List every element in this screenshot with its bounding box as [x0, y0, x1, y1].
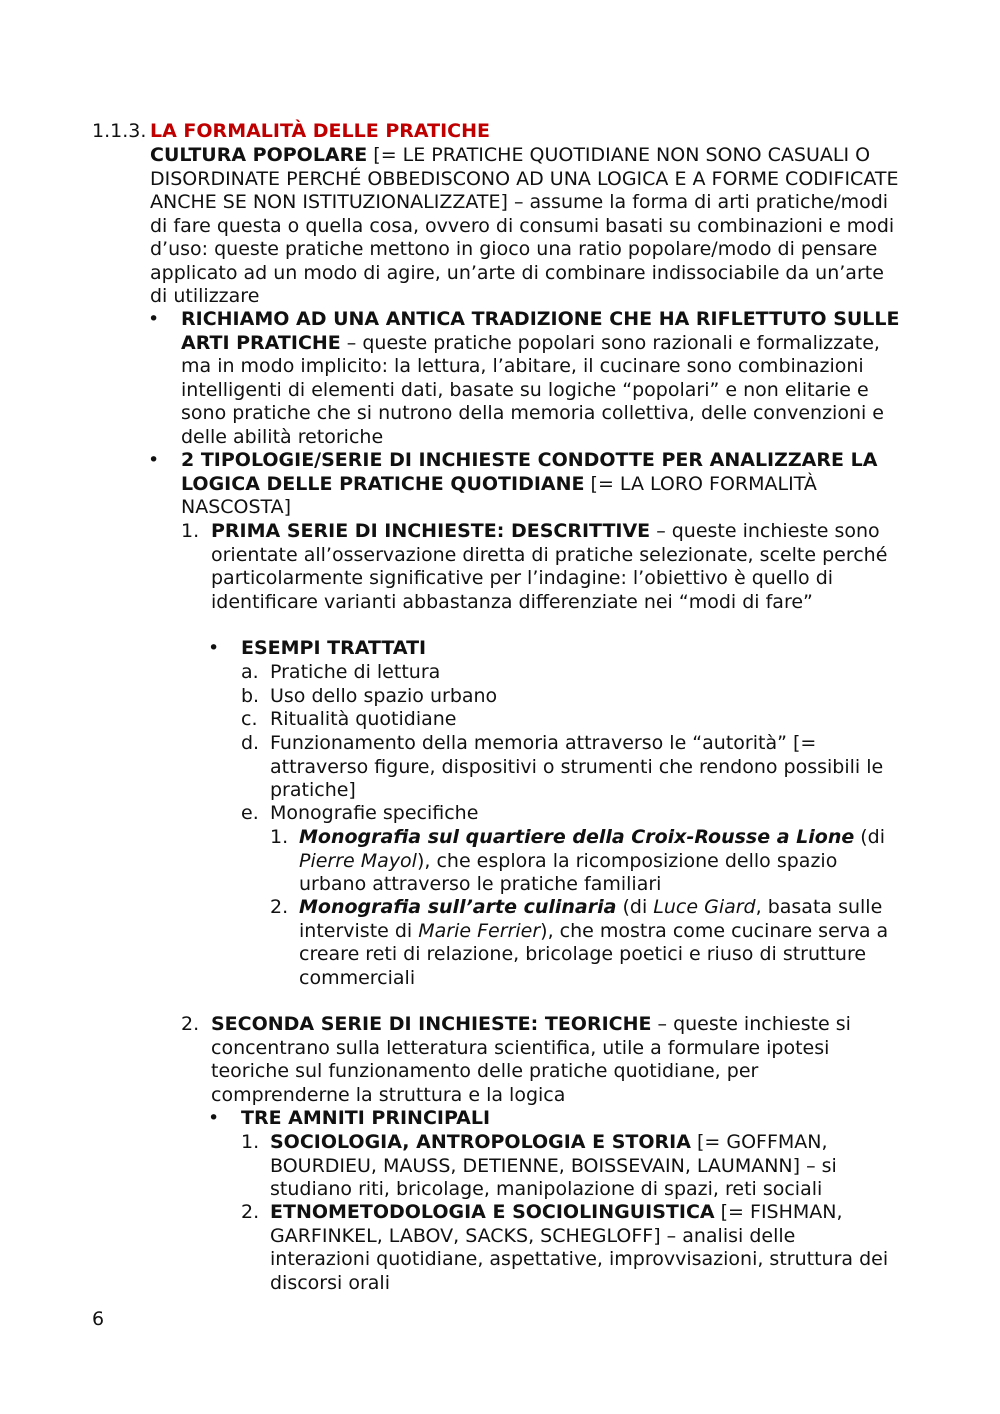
list-marker: 1. [181, 520, 200, 542]
author-name: Luce Giard [653, 896, 756, 918]
area-heading: ETNOMETODOLOGIA E SOCIOLINGUISTICA [270, 1201, 715, 1223]
list-marker: 1. [241, 1131, 260, 1153]
list-marker: 2. [270, 896, 289, 918]
area-text: [= GOFFMAN, BOURDIEU, MAUSS, DETIENNE, BOISSEVAIN, LAUMANN] – si studiano riti, bricolage, manipolazione di spazi, reti sociali [270, 1131, 837, 1200]
intro-text: [= LE PRATICHE QUOTIDIANE NON SONO CASUALI O DISORDINATE PERCHÉ OBBEDISCONO AD UNA LOGICA E A FORME CODIFICATE ANCHE SE NON ISTITUZIONALIZZATE] – assume la forma di arti pratiche/modi di fare questa o quella cosa, ovvero di consumi basati su combinazioni e modi d’uso: queste pratiche mettono in gioco una ratio popolare/modo di pensare applicato ad un modo di agire, un’arte di combinare indissociabile da un’arte di utilizzare [150, 144, 899, 307]
list-marker: b. [241, 685, 260, 707]
examples-heading: ESEMPI TRATTATI [241, 637, 427, 659]
intro-term: CULTURA POPOLARE [150, 144, 368, 166]
area-item [270, 1131, 890, 1202]
list-marker: a. [241, 661, 259, 683]
bullet-text: – queste pratiche popolari sono razionali e formalizzate, ma in modo implicito: la lettura, l’abitare, il cucinare sono combinazioni intelligenti di elementi dati, basate su logiche “popolari” e non elitarie e sono pratiche che si nutrono della memoria collettiva, delle convenzioni e delle abilità retoriche [181, 331, 884, 448]
bullet-text: [= LA LORO FORMALITÀ NASCOSTA] [181, 472, 817, 518]
bullet-item-inquiries [181, 449, 905, 520]
area-item [270, 1201, 896, 1295]
bullet-marker: • [148, 449, 160, 471]
section-number: 1.1.3. [92, 120, 147, 142]
author-name: Marie Ferrier [418, 919, 541, 942]
section-title: LA FORMALITÀ DELLE PRATICHE [150, 120, 490, 142]
monograph-item: Monografia sull’arte culinaria (di Luce Giard, basata sulle interviste di Marie Ferrier), che mostra come cucinare serva a creare reti di relazione, bricolage poetici e riuso di strutture commerciali [299, 896, 889, 989]
list-item: Ritualità quotidiane [270, 708, 457, 730]
list-marker: 2. [241, 1201, 260, 1223]
bullet-marker: • [148, 308, 160, 330]
list-marker: d. [241, 732, 260, 754]
series-descriptive [211, 520, 907, 614]
series-heading: SECONDA SERIE DI INCHIESTE: TEORICHE [211, 1013, 652, 1035]
author-name: Pierre Mayol [299, 849, 417, 872]
bullet-heading: RICHIAMO AD UNA ANTICA TRADIZIONE CHE HA RIFLETTUTO SULLE ARTI PRATICHE [181, 308, 900, 354]
list-item: Pratiche di lettura [270, 661, 441, 683]
series-text: – queste inchieste si concentrano sulla letteratura scientifica, utile a formulare ipotesi teoriche sul funzionamento delle pratiche quotidiane, per comprenderne la struttura e la logica [211, 1013, 851, 1106]
bullet-heading: 2 TIPOLOGIE/SERIE DI INCHIESTE CONDOTTE PER ANALIZZARE LA LOGICA DELLE PRATICHE QUOTIDIANE [181, 449, 878, 495]
series-heading: PRIMA SERIE DI INCHIESTE: DESCRITTIVE [211, 520, 651, 542]
areas-heading: TRE AMNITI PRINCIPALI [241, 1107, 491, 1129]
list-item: Funzionamento della memoria attraverso le “autorità” [= attraverso figure, dispositivi o strumenti che rendono possibili le pratiche] [270, 732, 884, 801]
list-marker: c. [241, 708, 258, 730]
series-theoretical [211, 1013, 903, 1107]
page-number: 6 [92, 1308, 105, 1330]
area-text: [= FISHMAN, GARFINKEL, LABOV, SACKS, SCHEGLOFF] – analisi delle interazioni quotidiane, aspettative, improvvisazioni, struttura dei discorsi orali [270, 1201, 889, 1294]
list-item: Uso dello spazio urbano [270, 685, 498, 707]
intro-paragraph [150, 144, 902, 309]
area-heading: SOCIOLOGIA, ANTROPOLOGIA E STORIA [270, 1131, 691, 1153]
bullet-marker: • [208, 1107, 220, 1129]
list-marker: 1. [270, 826, 289, 848]
list-marker: e. [241, 802, 259, 824]
monograph-title: Monografia sull’arte culinaria [299, 896, 617, 918]
bullet-item-tradition [181, 308, 905, 449]
list-marker: 2. [181, 1013, 200, 1035]
series-text: – queste inchieste sono orientate all’osservazione diretta di pratiche selezionate, scelte perché particolarmente significative per l’indagine: l’obiettivo è quello di identificare varianti abbastanza differenziate nei “modi di fare” [211, 520, 888, 613]
list-item: Monografie specifiche [270, 802, 479, 824]
bullet-marker: • [208, 637, 220, 659]
monograph-title: Monografia sul quartiere della Croix-Rousse a Lione [299, 826, 855, 848]
monograph-item: Monografia sul quartiere della Croix-Rousse a Lione (di Pierre Mayol), che esplora la ricomposizione dello spazio urbano attraverso le pratiche familiari [299, 826, 886, 895]
